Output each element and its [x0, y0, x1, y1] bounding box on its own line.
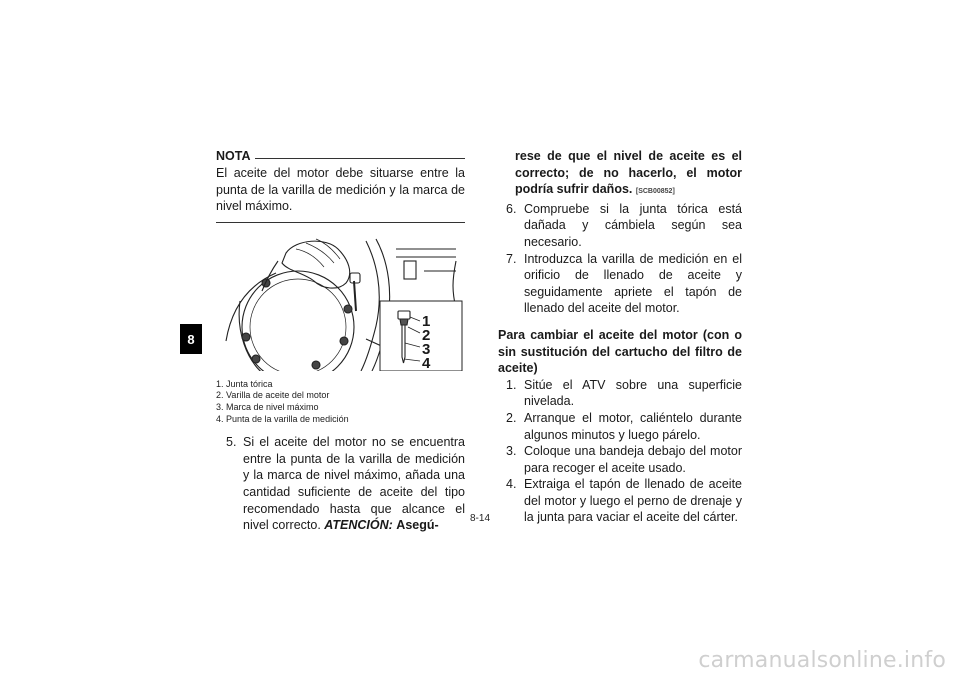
nota-rule [255, 158, 466, 159]
warning-code: [SCB00852] [635, 188, 675, 196]
right-column [498, 148, 742, 526]
step-text: Compruebe si la junta tórica está dañada y cámbiela según sea necesario. [524, 201, 742, 249]
warning-start: Asegú- [396, 518, 439, 533]
step-text: Extraiga el tapón de llenado de aceite del motor y luego el perno de drenaje y la junta para vaciar el aceite del cárter. [524, 477, 742, 525]
step-text: Arranque el motor, caliéntelo durante algunos minutos y luego párelo. [524, 410, 742, 442]
step-6 [498, 201, 742, 251]
step-text: Sitúe el ATV sobre una superficie nivelada. [524, 377, 742, 409]
watermark: carmanualsonline.info [698, 648, 946, 673]
hand-shape [282, 241, 350, 288]
chapter-tab: 8 [180, 324, 202, 354]
engine-dipstick-figure [216, 231, 465, 371]
callout-3: 3 [422, 340, 431, 358]
section-title: Para cambiar el aceite del motor (con o sin sustitución del cartucho del filtro de aceite) [498, 327, 742, 376]
page-number: 8-14 [469, 513, 490, 524]
nota-header [216, 148, 465, 165]
nota-text: El aceite del motor debe situarse entre la punta de la varilla de medición y la marca de nivel máximo. [216, 166, 465, 214]
nota-label: NOTA [216, 149, 251, 164]
left-column [216, 148, 465, 534]
callout-4: 4 [422, 354, 431, 372]
caption-3: 3. Marca de nivel máximo [216, 401, 319, 412]
step-number: 3. [506, 444, 517, 459]
figure-callouts [422, 312, 431, 372]
engine-cover-inner [250, 279, 346, 371]
oil-change-step-2 [498, 410, 742, 443]
figure-captions [216, 379, 465, 425]
caption-1: 1. Junta tórica [216, 378, 273, 389]
caption-4: 4. Punta de la varilla de medición [216, 413, 349, 424]
step-text: Coloque una bandeja debajo del motor para recoger el aceite usado. [524, 444, 742, 475]
step-number: 7. [506, 251, 517, 266]
step-number: 6. [506, 201, 517, 216]
nota-end-rule [216, 222, 465, 223]
step-5-text: Si el aceite del motor no se encuentra entre la punta de la varilla de medición y la marca de nivel máximo, añada una cantidad suficiente de aceite del tipo recomendado hasta que alcance el nivel correcto. [243, 435, 465, 533]
step-number: 5. [226, 435, 237, 450]
step-7 [498, 251, 742, 317]
step-number: 2. [506, 410, 517, 425]
step-number: 1. [506, 377, 517, 392]
warning-continuation [498, 148, 742, 201]
callout-1: 1 [422, 312, 431, 330]
oil-change-step-1 [498, 377, 742, 410]
callout-2: 2 [422, 326, 431, 344]
step-text: Introduzca la varilla de medición en el orificio de llenado de aceite y seguidamente apriete el tapón de llenado del aceite del motor. [524, 251, 742, 316]
step-number: 4. [506, 477, 517, 492]
warning-cont-text: rese de que el nivel de aceite es el correcto; de no hacerlo, el motor podría sufrir daños. [515, 149, 742, 197]
caption-2: 2. Varilla de aceite del motor [216, 390, 330, 401]
oil-change-step-3 [498, 443, 742, 476]
warning-label: ATENCIÓN: [324, 518, 393, 533]
